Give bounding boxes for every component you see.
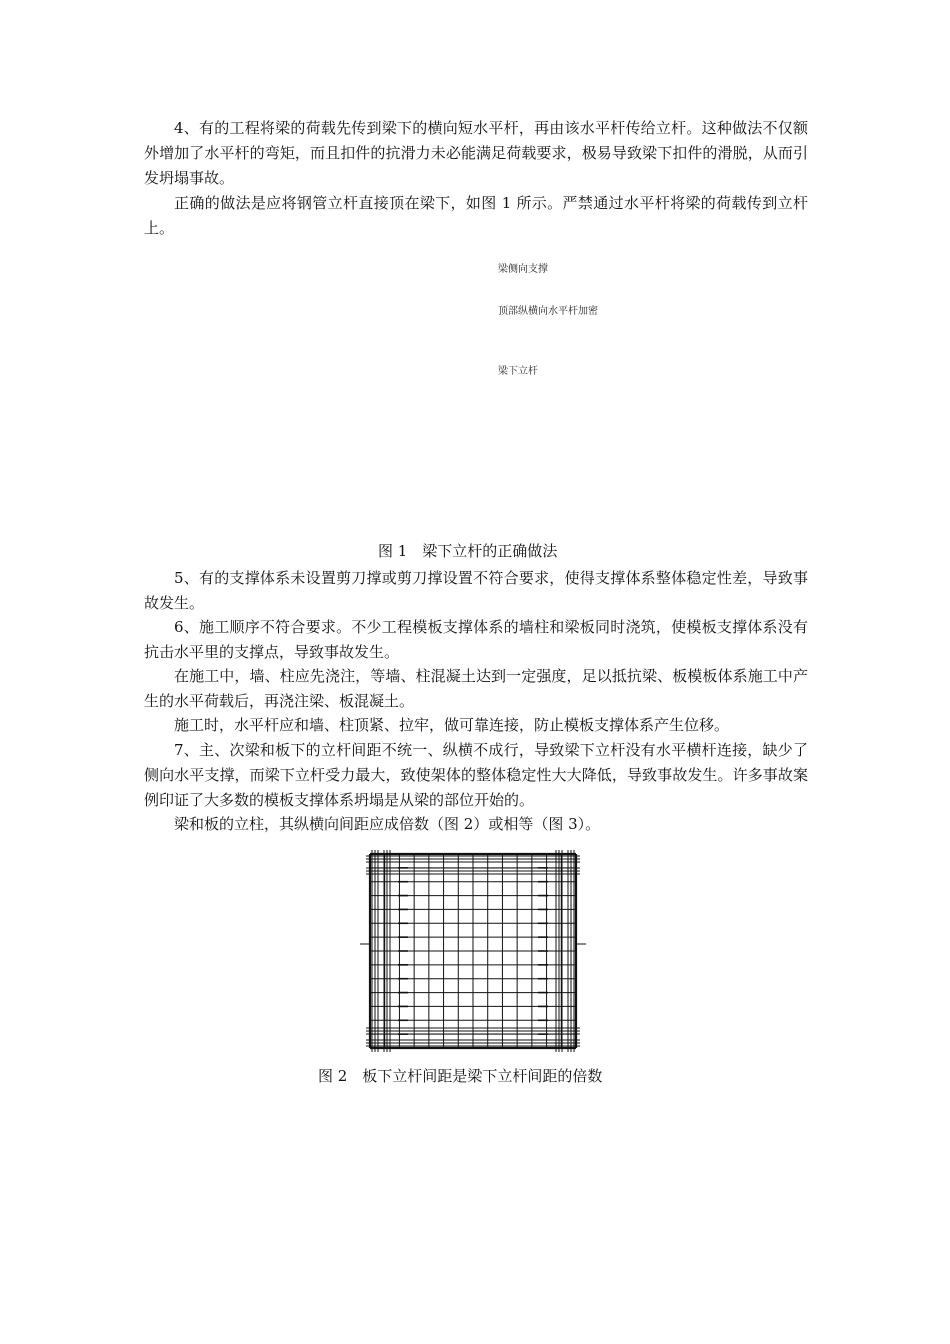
paragraph-correct-method: 正确的做法是应将钢管立杆直接顶在梁下，如图 1 所示。严禁通过水平杆将梁的荷载传到立杆上。 xyxy=(144,194,808,237)
paragraph-7: 7、主、次梁和板下的立杆间距不统一、纵横不成行，导致梁下立杆没有水平横杆连接，缺少了侧向水平支撑，而梁下立杆受力最大，致使架体的整体稳定性大大降低，导致事故发生。许多事故案例印证了大多数的模板支撑体系坍塌是从梁的部位开始的。 xyxy=(144,741,808,809)
paragraph-5: 5、有的支撑体系未设置剪刀撑或剪刀撑设置不符合要求，使得支撑体系整体稳定性差，导致事故发生。 xyxy=(144,569,808,612)
figure2-caption: 图 2 板下立杆间距是梁下立杆间距的倍数 xyxy=(318,1067,603,1085)
paragraph-horizontal-bars: 施工时，水平杆应和墙、柱顶紧、拉牢，做可靠连接，防止模板支撑体系产生位移。 xyxy=(174,716,730,734)
paragraph-4: 4、有的工程将梁的荷载先传到梁下的横向短水平杆，再由该水平杆传给立杆。这种做法不仅额外增加了水平杆的弯矩，而且扣件的抗滑力未必能满足荷载要求，极易导致梁下扣件的滑脱，从而引发坍塌事故。 xyxy=(144,119,808,187)
figure1-label-beam-lateral-bracing: 梁侧向支撑 xyxy=(498,264,548,275)
figure-2-grid-diagram xyxy=(360,848,586,1056)
figure1-caption: 图 1 梁下立杆的正确做法 xyxy=(378,542,558,560)
figure1-label-top-horizontal-bars: 顶部纵横向水平杆加密 xyxy=(498,306,598,317)
figure1-label-beam-post: 梁下立杆 xyxy=(498,366,538,377)
paragraph-construction: 在施工中，墙、柱应先浇注，等墙、柱混凝土达到一定强度，足以抵抗梁、板模板体系施工中产生的水平荷载后，再浇注梁、板混凝土。 xyxy=(144,667,808,710)
paragraph-spacing: 梁和板的立柱，其纵横向间距应成倍数（图 2）或相等（图 3）。 xyxy=(174,815,601,833)
paragraph-6: 6、施工顺序不符合要求。不少工程模板支撑体系的墙柱和梁板同时浇筑，使模板支撑体系没有抗击水平里的支撑点，导致事故发生。 xyxy=(144,618,808,661)
